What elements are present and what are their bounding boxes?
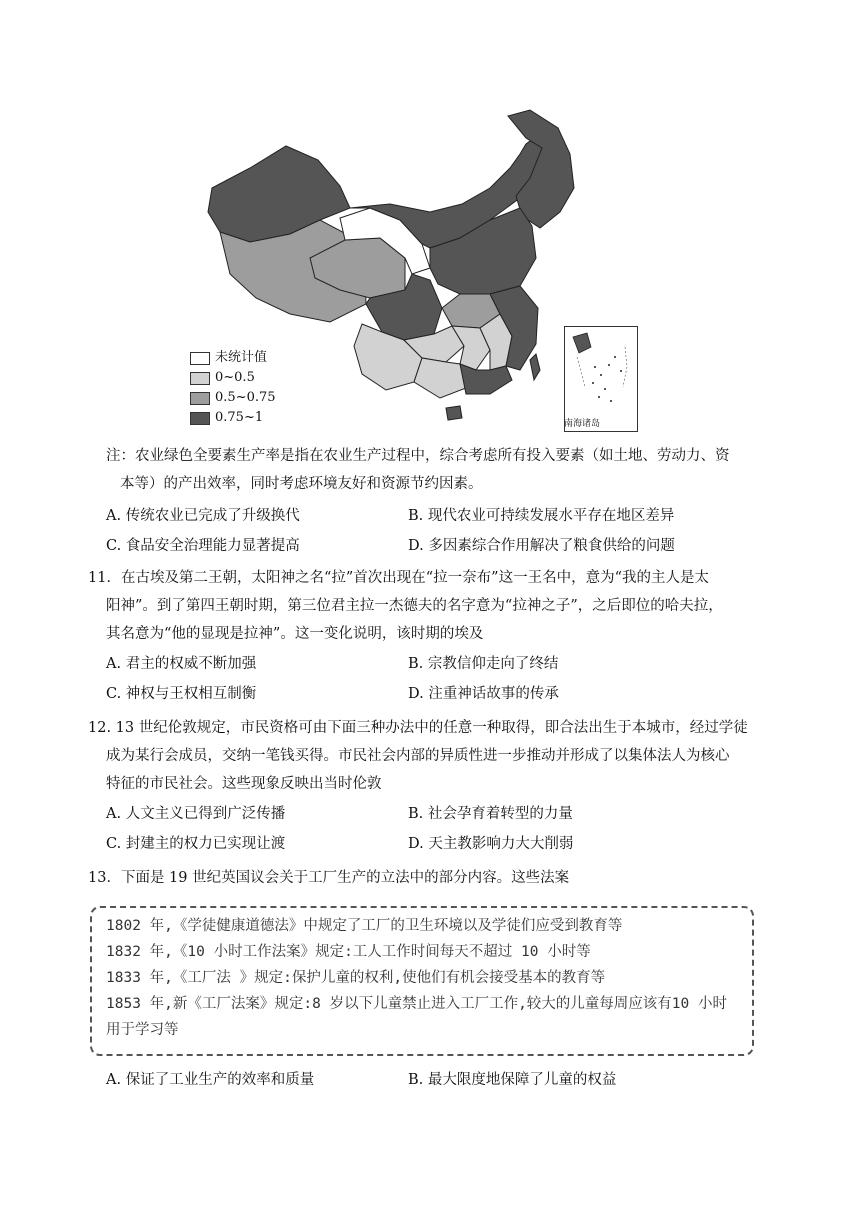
legend-label: 0.5~0.75 (215, 390, 276, 405)
region-guangxi (414, 358, 466, 398)
legend-label: 未统计值 (215, 350, 268, 365)
q11-option-c[interactable]: C. 神权与王权相互制衡 (106, 686, 257, 702)
q12-option-d[interactable]: D. 天主教影响力大大削弱 (408, 836, 574, 852)
region-taiwan (530, 354, 540, 380)
q10-option-a[interactable]: A. 传统农业已完成了升级换代 (106, 508, 300, 524)
q11-option-d[interactable]: D. 注重神话故事的传承 (408, 686, 559, 702)
q11-stem-line2: 阳神”。到了第四王朝时期，第三位君主拉一杰德夫的名字意为“拉神之子”，之后即位的哈夫拉， (106, 598, 723, 614)
law-item-1853: 1853 年,新《工厂法案》规定:8 岁以下儿童禁止进入工厂工作,较大的儿童每周应该有10 小时 (106, 996, 727, 1012)
law-item-1832: 1832 年,《10 小时工作法案》规定:工人工作时间每天不超过 10 小时等 (106, 944, 591, 960)
q13-option-a[interactable]: A. 保证了工业生产的效率和质量 (106, 1072, 315, 1088)
law-item-1853-cont: 用于学习等 (106, 1022, 179, 1038)
inset-label: 南海诸岛 (564, 419, 601, 429)
law-item-1802: 1802 年,《学徒健康道德法》中规定了工厂的卫生环境以及学徒们应受到教育等 (106, 918, 623, 934)
region-guangdong (460, 364, 512, 394)
q13-option-b[interactable]: B. 最大限度地保障了儿童的权益 (408, 1072, 617, 1088)
q13-stem: 13．下面是 19 世纪英国议会关于工厂生产的立法中的部分内容。这些法案 (88, 870, 570, 886)
legend-label: 0~0.5 (215, 370, 255, 385)
q12-stem-line1: 12. 13 世纪伦敦规定，市民资格可由下面三种办法中的任意一种取得，即合法出生于本城市，经过学徒 (88, 720, 748, 736)
map-legend (190, 348, 276, 428)
legend-swatch-low (190, 372, 210, 385)
legend-item (190, 388, 276, 408)
legend-item (190, 408, 276, 428)
q12-option-c[interactable]: C. 封建主的权力已实现让渡 (106, 836, 286, 852)
legend-swatch-high (190, 412, 210, 425)
q12-stem-line2: 成为某行会成员，交纳一笔钱买得。市民社会内部的异质性进一步推动并形成了以集体法人为核心 (106, 748, 730, 764)
q10-option-d[interactable]: D. 多因素综合作用解决了粮食供给的问题 (408, 538, 675, 554)
legend-label: 0.75~1 (215, 410, 264, 425)
legend-swatch-none (190, 352, 210, 365)
q12-option-b[interactable]: B. 社会孕育着转型的力量 (408, 806, 573, 822)
q11-stem-line1: 11．在古埃及第二王朝，太阳神之名“拉”首次出现在“拉一奈布”这一王名中，意为“我的主人是太 (88, 570, 710, 586)
q11-option-b[interactable]: B. 宗教信仰走向了终结 (408, 656, 559, 672)
q10-option-b[interactable]: B. 现代农业可持续发展水平存在地区差异 (408, 508, 675, 524)
legend-item (190, 348, 276, 368)
legend-swatch-mid (190, 392, 210, 405)
legend-item (190, 368, 276, 388)
q12-option-a[interactable]: A. 人文主义已得到广泛传播 (106, 806, 286, 822)
map-note-line1: 注：农业绿色全要素生产率是指在农业生产过程中，综合考虑所有投入要素（如土地、劳动力、资 (106, 448, 730, 464)
q10-option-c[interactable]: C. 食品安全治理能力显著提高 (106, 538, 300, 554)
region-hainan (446, 406, 462, 420)
q11-stem-line3: 其名意为“他的显现是拉神”。这一变化说明，该时期的埃及 (106, 626, 484, 642)
q12-stem-line3: 特征的市民社会。这些现象反映出当时伦敦 (106, 776, 382, 792)
law-item-1833: 1833 年,《工厂法 》规定:保护儿童的权利,使他们有机会接受基本的教育等 (106, 970, 606, 986)
map-note-line2: 本等）的产出效率，同时考虑环境友好和资源节约因素。 (120, 476, 483, 492)
q11-option-a[interactable]: A. 君主的权威不断加强 (106, 656, 257, 672)
